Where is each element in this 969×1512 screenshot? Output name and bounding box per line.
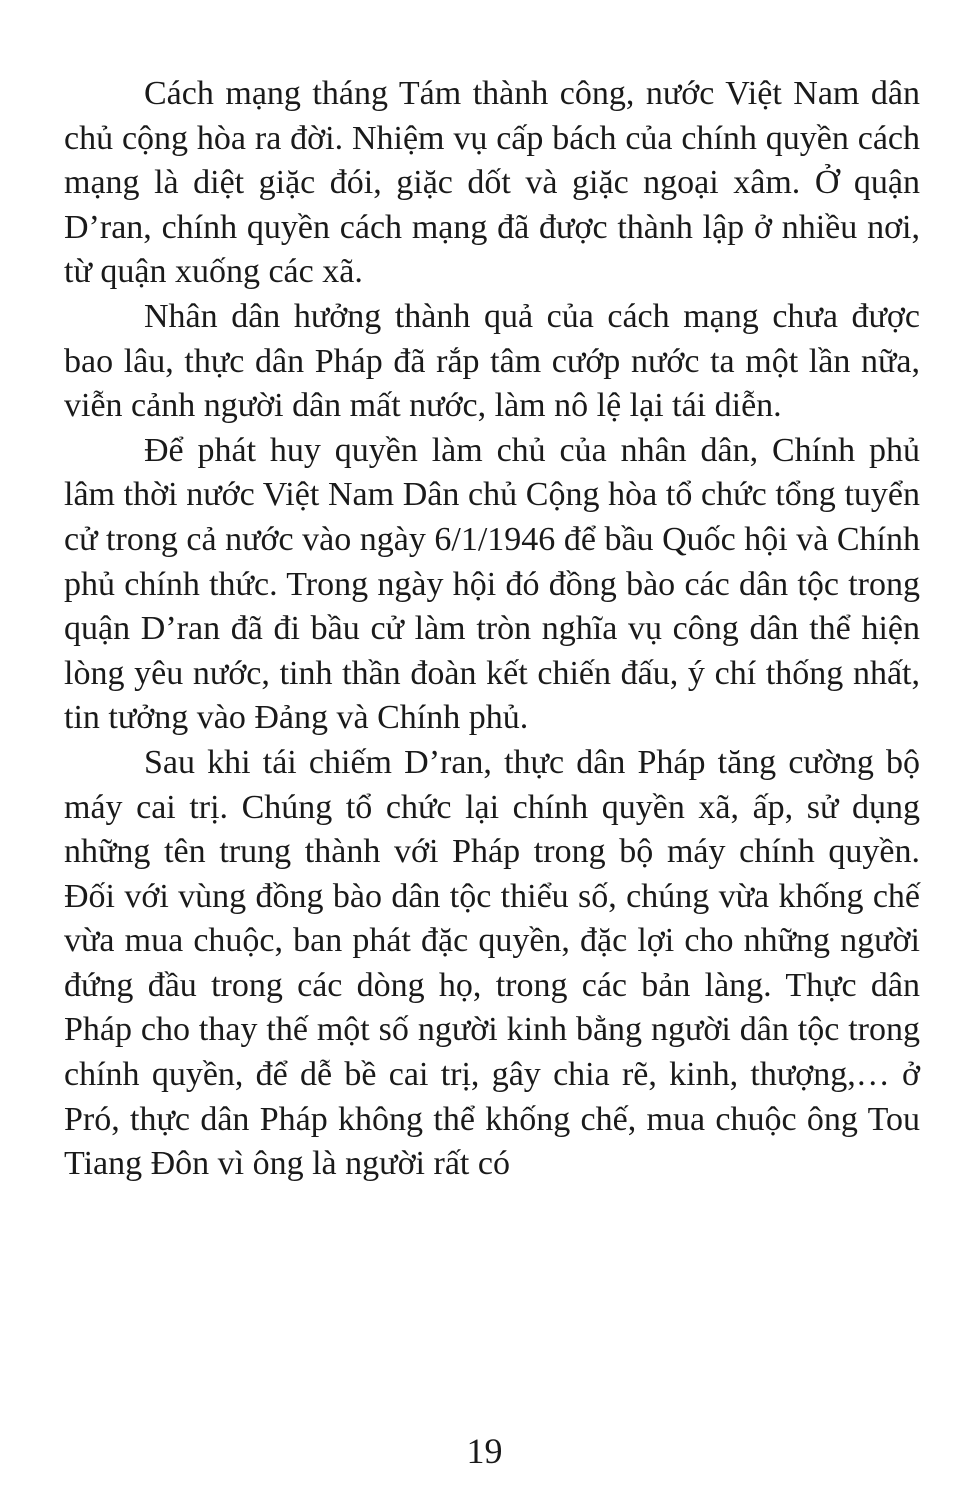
paragraph-3: Để phát huy quyền làm chủ của nhân dân, Chính phủ lâm thời nước Việt Nam Dân chủ Cộng hòa tổ chức tổng tuyển cử trong cả nước vào ngày 6/1/1946 để bầu Quốc hội và Chính phủ chính thức. Trong ngày hội đó đồng bào các dân tộc trong quận D’ran đã đi bầu cử làm tròn nghĩa vụ công dân thể hiện lòng yêu nước, tinh thần đoàn kết chiến đấu, ý chí thống nhất, tin tưởng vào Đảng và Chính phủ. [64,431,920,737]
body-text [64,72,920,1187]
page-number: 19 [466,1431,503,1471]
paragraph-1: Cách mạng tháng Tám thành công, nước Việt Nam dân chủ cộng hòa ra đời. Nhiệm vụ cấp bách của chính quyền cách mạng là diệt giặc đói, giặc dốt và giặc ngoại xâm. Ở quận D’ran, chính quyền cách mạng đã được thành lập ở nhiều nơi, từ quận xuống các xã. [64,75,920,291]
paragraph-2: Nhân dân hưởng thành quả của cách mạng chưa được bao lâu, thực dân Pháp đã rắp tâm cướp nước ta một lần nữa, viễn cảnh người dân mất nước, làm nô lệ lại tái diễn. [64,297,920,425]
paragraph-4: Sau khi tái chiếm D’ran, thực dân Pháp tăng cường bộ máy cai trị. Chúng tổ chức lại chính quyền xã, ấp, sử dụng những tên trung thành với Pháp trong bộ máy chính quyền. Đối với vùng đồng bào dân tộc thiểu số, chúng vừa khống chế vừa mua chuộc, ban phát đặc quyền, đặc lợi cho những người đứng đầu trong các dòng họ, trong các bản làng. Thực dân Pháp cho thay thế một số người kinh bằng người dân tộc trong chính quyền, để dễ bề cai trị, gây chia rẽ, kinh, thượng,… ở Pró, thực dân Pháp không thể khống chế, mua chuộc ông Tou Tiang Đôn vì ông là người rất có [64,743,920,1183]
